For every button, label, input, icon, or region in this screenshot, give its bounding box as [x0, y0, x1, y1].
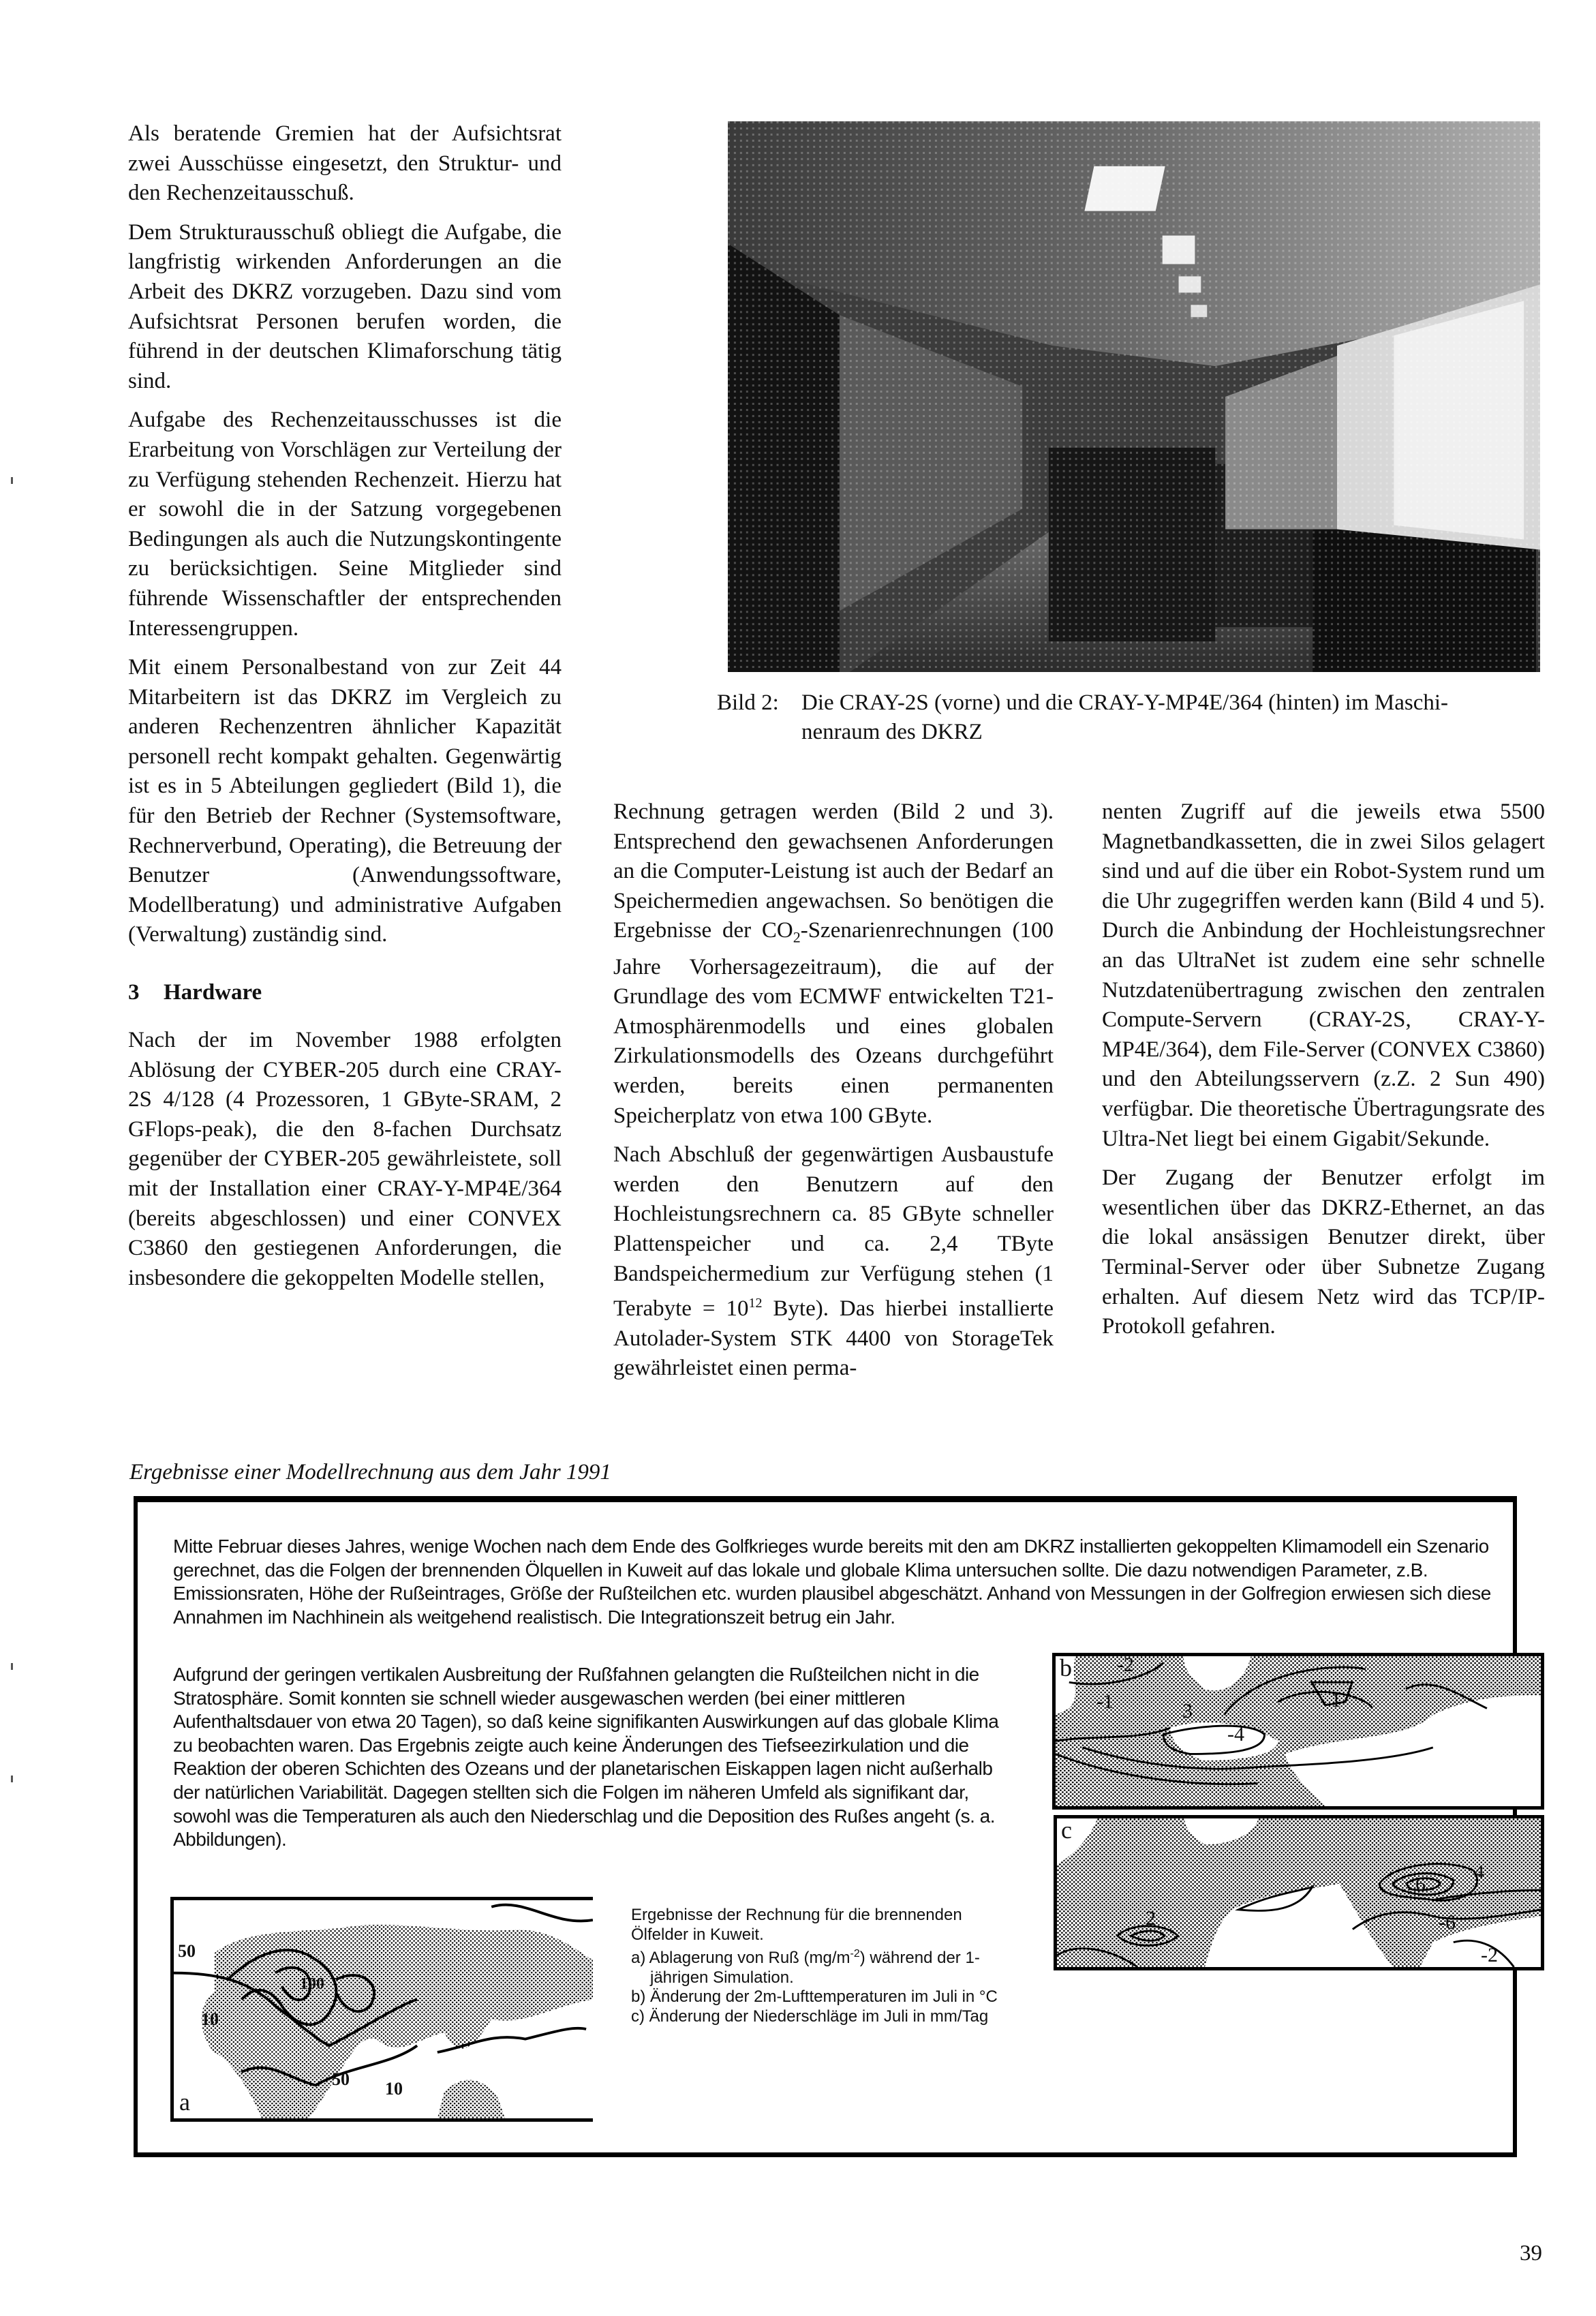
machine-room-photo-graphic: [728, 121, 1540, 672]
map-b-panel-label: b: [1060, 1654, 1072, 1681]
map-b-contour-label: -1: [1096, 1690, 1114, 1713]
map-c-contour-label: 2: [1146, 1907, 1156, 1930]
page-number: 39: [1520, 2241, 1542, 2266]
legend-item-a-text-2: ) während der 1-jährigen Simulation.: [650, 1949, 980, 1987]
map-a-panel-label: a: [179, 2088, 190, 2116]
map-a-contour-label: 100: [300, 1975, 324, 1993]
paragraph-speichermedien-text-1: Rechnung getragen werden (Bild 2 und 3). Entsprechend den gewachsenen Anforderungen an die Computer-Leistung ist auch der Bedarf an Speichermedien angewachsen. So benötigen die Ergebnisse der CO: [613, 799, 1054, 943]
map-c-contour-label: 6: [1415, 1873, 1426, 1895]
map-b-contour-label: -2: [1117, 1654, 1134, 1676]
legend-item-b: b) Änderung der 2m-Lufttemperaturen im Juli in °C: [631, 1987, 998, 2006]
legend-item-c: c) Änderung der Niederschläge im Juli in mm/Tag: [631, 2007, 989, 2026]
section-number: 3: [128, 980, 140, 1005]
middle-column: [613, 797, 1054, 1393]
co2-subscript: 2: [793, 928, 801, 946]
left-column: [128, 119, 562, 1302]
paragraph-magnetband: nenten Zugriff auf die jeweils etwa 5500 Magnetbandkassetten, die in zwei Silos gelagert sind und auf die über ein Robot-System rund um die Uhr zugegriffen werden kann (Bild 4 und 5). Durch die Anbindung der Hochleistungsrechner an das UltraNet ist zudem eine sehr schnelle Nutzdatenübertragung zwischen den zentralen Compute-Servern (CRAY-2S, CRAY-Y-MP4E/364), dem File-Server (CONVEX C3860) und den Abteilungsservern (z.Z. 2 Sun 490) verfügbar. Die theoretische Übertragungsrate des Ultra-Net liegt bei einem Gigabit/Sekunde.: [1102, 799, 1545, 1151]
exponent-superscript: 12: [748, 1296, 763, 1311]
paragraph-personalbestand: Mit einem Personalbestand von zur Zeit 44 Mitarbeitern ist das DKRZ im Vergleich zu anderen Rechenzentren ähnlicher Kapazität personell recht kompakt gehalten. Gegenwärtig ist es in 5 Abteilungen gegliedert (Bild 1), die für den Betrieb der Rechner (Systemsoftware, Rechnerverbund, Operating), die Betreuung der Benutzer (Anwendungssoftware, Modellberatung) und administrative Aufgaben (Verwaltung) zuständig sind.: [128, 655, 562, 947]
map-a-contour-label: 50: [332, 2069, 350, 2089]
box-body-text: Aufgrund der geringen vertikalen Ausbreitung der Rußfahnen gelangten die Rußteilchen nicht in die Stratosphäre. Somit konnten sie schnell wieder ausgewaschen werden (bei einer mittleren Aufenthaltsdauer von etwa 20 Tagen), so daß keine signifikanten Auswirkungen auf das globale Klima zu beobachten waren. Das Ergebnis zeigte auch keine Änderungen des Tiefseezirkulation und die Reaktion der oberen Schichten des Ozeans und der planetarischen Eiskappen lagen nicht außerhalb der natürlichen Variabilität. Dagegen stellten sich die Folgen im näheren Umfeld als signifikant dar, sowohl was die Temperaturen als auch den Niederschlag und die Deposition des Rußes angeht (s. a. Abbildungen).: [173, 1664, 999, 1850]
margin-mark: [11, 477, 13, 484]
map-soot-deposition: [170, 1897, 593, 2122]
box-title: Ergebnisse einer Modellrechnung aus dem Jahr 1991: [129, 1460, 611, 1484]
photo-caption: [717, 688, 1548, 747]
legend-item-a-superscript: -2: [850, 1948, 860, 1960]
paragraph-strukturausschuss: Dem Strukturausschuß obliegt die Aufgabe, die langfristig wirkenden Anforderungen an die Arbeit des DKRZ vorzugeben. Dazu sind vom Aufsichtsrat Personen berufen worden, die führend in der deutschen Klimaforschung tätig sind.: [128, 219, 562, 393]
map-c-contour-label: -6: [1439, 1911, 1456, 1934]
map-temperature-change: [1052, 1653, 1544, 1810]
map-b-contour-label: -4: [1227, 1723, 1244, 1746]
map-a-contour-label: 50: [178, 1941, 196, 1961]
map-b-contour-label: 1: [1331, 1689, 1341, 1711]
legend-item-a: [631, 1945, 1013, 1987]
section-title: Hardware: [164, 980, 262, 1005]
map-c-panel-label: c: [1061, 1816, 1072, 1844]
map-a-contour-label: 10: [201, 2009, 219, 2029]
map-a-contour-label: 10: [385, 2079, 403, 2099]
paragraph-speichermedien: [613, 797, 1054, 1131]
paragraph-ausbaustufe-text-2: Byte). Das hierbei installierte Autolader-System STK 4400 von StorageTek gewährleistet einen perma-: [613, 1296, 1054, 1381]
paragraph-rechenzeitausschuss: Aufgabe des Rechenzeitausschusses ist die Erarbeitung von Vorschlägen zur Verteilung der zu Verfügung stehenden Rechenzeit. Hierzu hat er sowohl die in der Satzung vorgegebenen Bedingungen als auch die Nutzungskontingente zu berücksichtigen. Seine Mitglieder sind führende Wissenschaftler der entsprechenden Interessengruppen.: [128, 408, 562, 641]
map-c-contour-label: -2: [1481, 1944, 1498, 1966]
figure-legend: [631, 1906, 1013, 2026]
legend-heading: Ergebnisse der Rechnung für die brennenden Ölfelder in Kuweit.: [631, 1906, 962, 1944]
paragraph-hardware: Nach der im November 1988 erfolgten Ablösung der CYBER-205 durch eine CRAY-2S 4/128 (4 Prozessoren, 1 GByte-SRAM, 2 GFlops-peak), die den 8-fachen Durchsatz gegenüber der CYBER-205 gewährleistete, soll mit der Installation einer CRAY-Y-MP4E/364 (bereits abgeschlossen) und einer CONVEX C3860 den gestiegenen Anforderungen, die insbesondere die gekoppelten Modelle stellen,: [128, 1028, 562, 1290]
box-intro-text: Mitte Februar dieses Jahres, wenige Wochen nach dem Ende des Golfkrieges wurde bereits mit den am DKRZ installierten gekoppelten Klimamodell ein Szenario gerechnet, das die Folgen der brennenden Ölquellen in Kuweit auf das lokale und globale Klima untersuchen sollte. Die dazu notwendigen Parameter, z.B. Emissionsraten, Höhe der Rußeintrages, Größe der Rußteilchen etc. wurden plausibel abgeschätzt. Anhand von Messungen in der Golfregion erwiesen sich diese Annahmen im Nachhinein als weitgehend realistisch. Die Integrationszeit betrug ein Jahr.: [173, 1536, 1491, 1628]
photo-caption-line-2: nenraum des DKRZ: [801, 720, 983, 744]
paragraph-gremien: Als beratende Gremien hat der Aufsichtsrat zwei Ausschüsse eingesetzt, den Struktur- und den Rechenzeitausschuß.: [128, 121, 562, 206]
photo-caption-line-1: Die CRAY-2S (vorne) und die CRAY-Y-MP4E/364 (hinten) im Maschi-: [801, 690, 1449, 715]
section-heading-hardware: [128, 980, 562, 1005]
paragraph-ausbaustufe-text-1: Nach Abschluß der gegenwärtigen Ausbaustufe werden den Benutzern auf den Hochleistungsrechnern ca. 85 GByte schneller Plattenspeicher und ca. 2,4 TByte Bandspeichermedium zur Verfügung stehen (1 Terabyte = 10: [613, 1142, 1054, 1322]
margin-mark: [11, 1663, 13, 1670]
map-b-contour-label: 3: [1182, 1700, 1193, 1722]
map-a-graphic: [174, 1900, 593, 2118]
paragraph-speichermedien-text-2: -Szenarienrechnungen (100 Jahre Vorhersagezeitraum), die auf der Grundlage des vom ECMWF entwickelten T21-Atmosphärenmodells und eines globalen Zirkulationsmodells des Ozeans durchgeführt werden, bereits einen permanenten Speicherplatz von etwa 100 GByte.: [613, 918, 1054, 1128]
map-c-contour-label: 4: [1474, 1861, 1484, 1883]
map-precipitation-change: [1054, 1815, 1544, 1970]
legend-item-a-text-1: a) Ablagerung von Ruß (mg/m: [631, 1949, 850, 1967]
paragraph-ausbaustufe: [613, 1140, 1054, 1384]
margin-mark: [11, 1776, 13, 1782]
machine-room-photo: [728, 121, 1540, 672]
map-b-graphic: [1056, 1656, 1541, 1806]
map-c-graphic: [1057, 1818, 1541, 1967]
paragraph-zugang: Der Zugang der Benutzer erfolgt im wesentlichen über das DKRZ-Ethernet, an das die lokal ansässigen Benutzer direkt, über Terminal-Server oder über Subnetze Zugang erhalten. Auf diesem Netz wird das TCP/IP-Protokoll gefahren.: [1102, 1165, 1545, 1339]
right-column: [1102, 797, 1545, 1352]
photo-caption-label: Bild 2:: [717, 690, 779, 715]
